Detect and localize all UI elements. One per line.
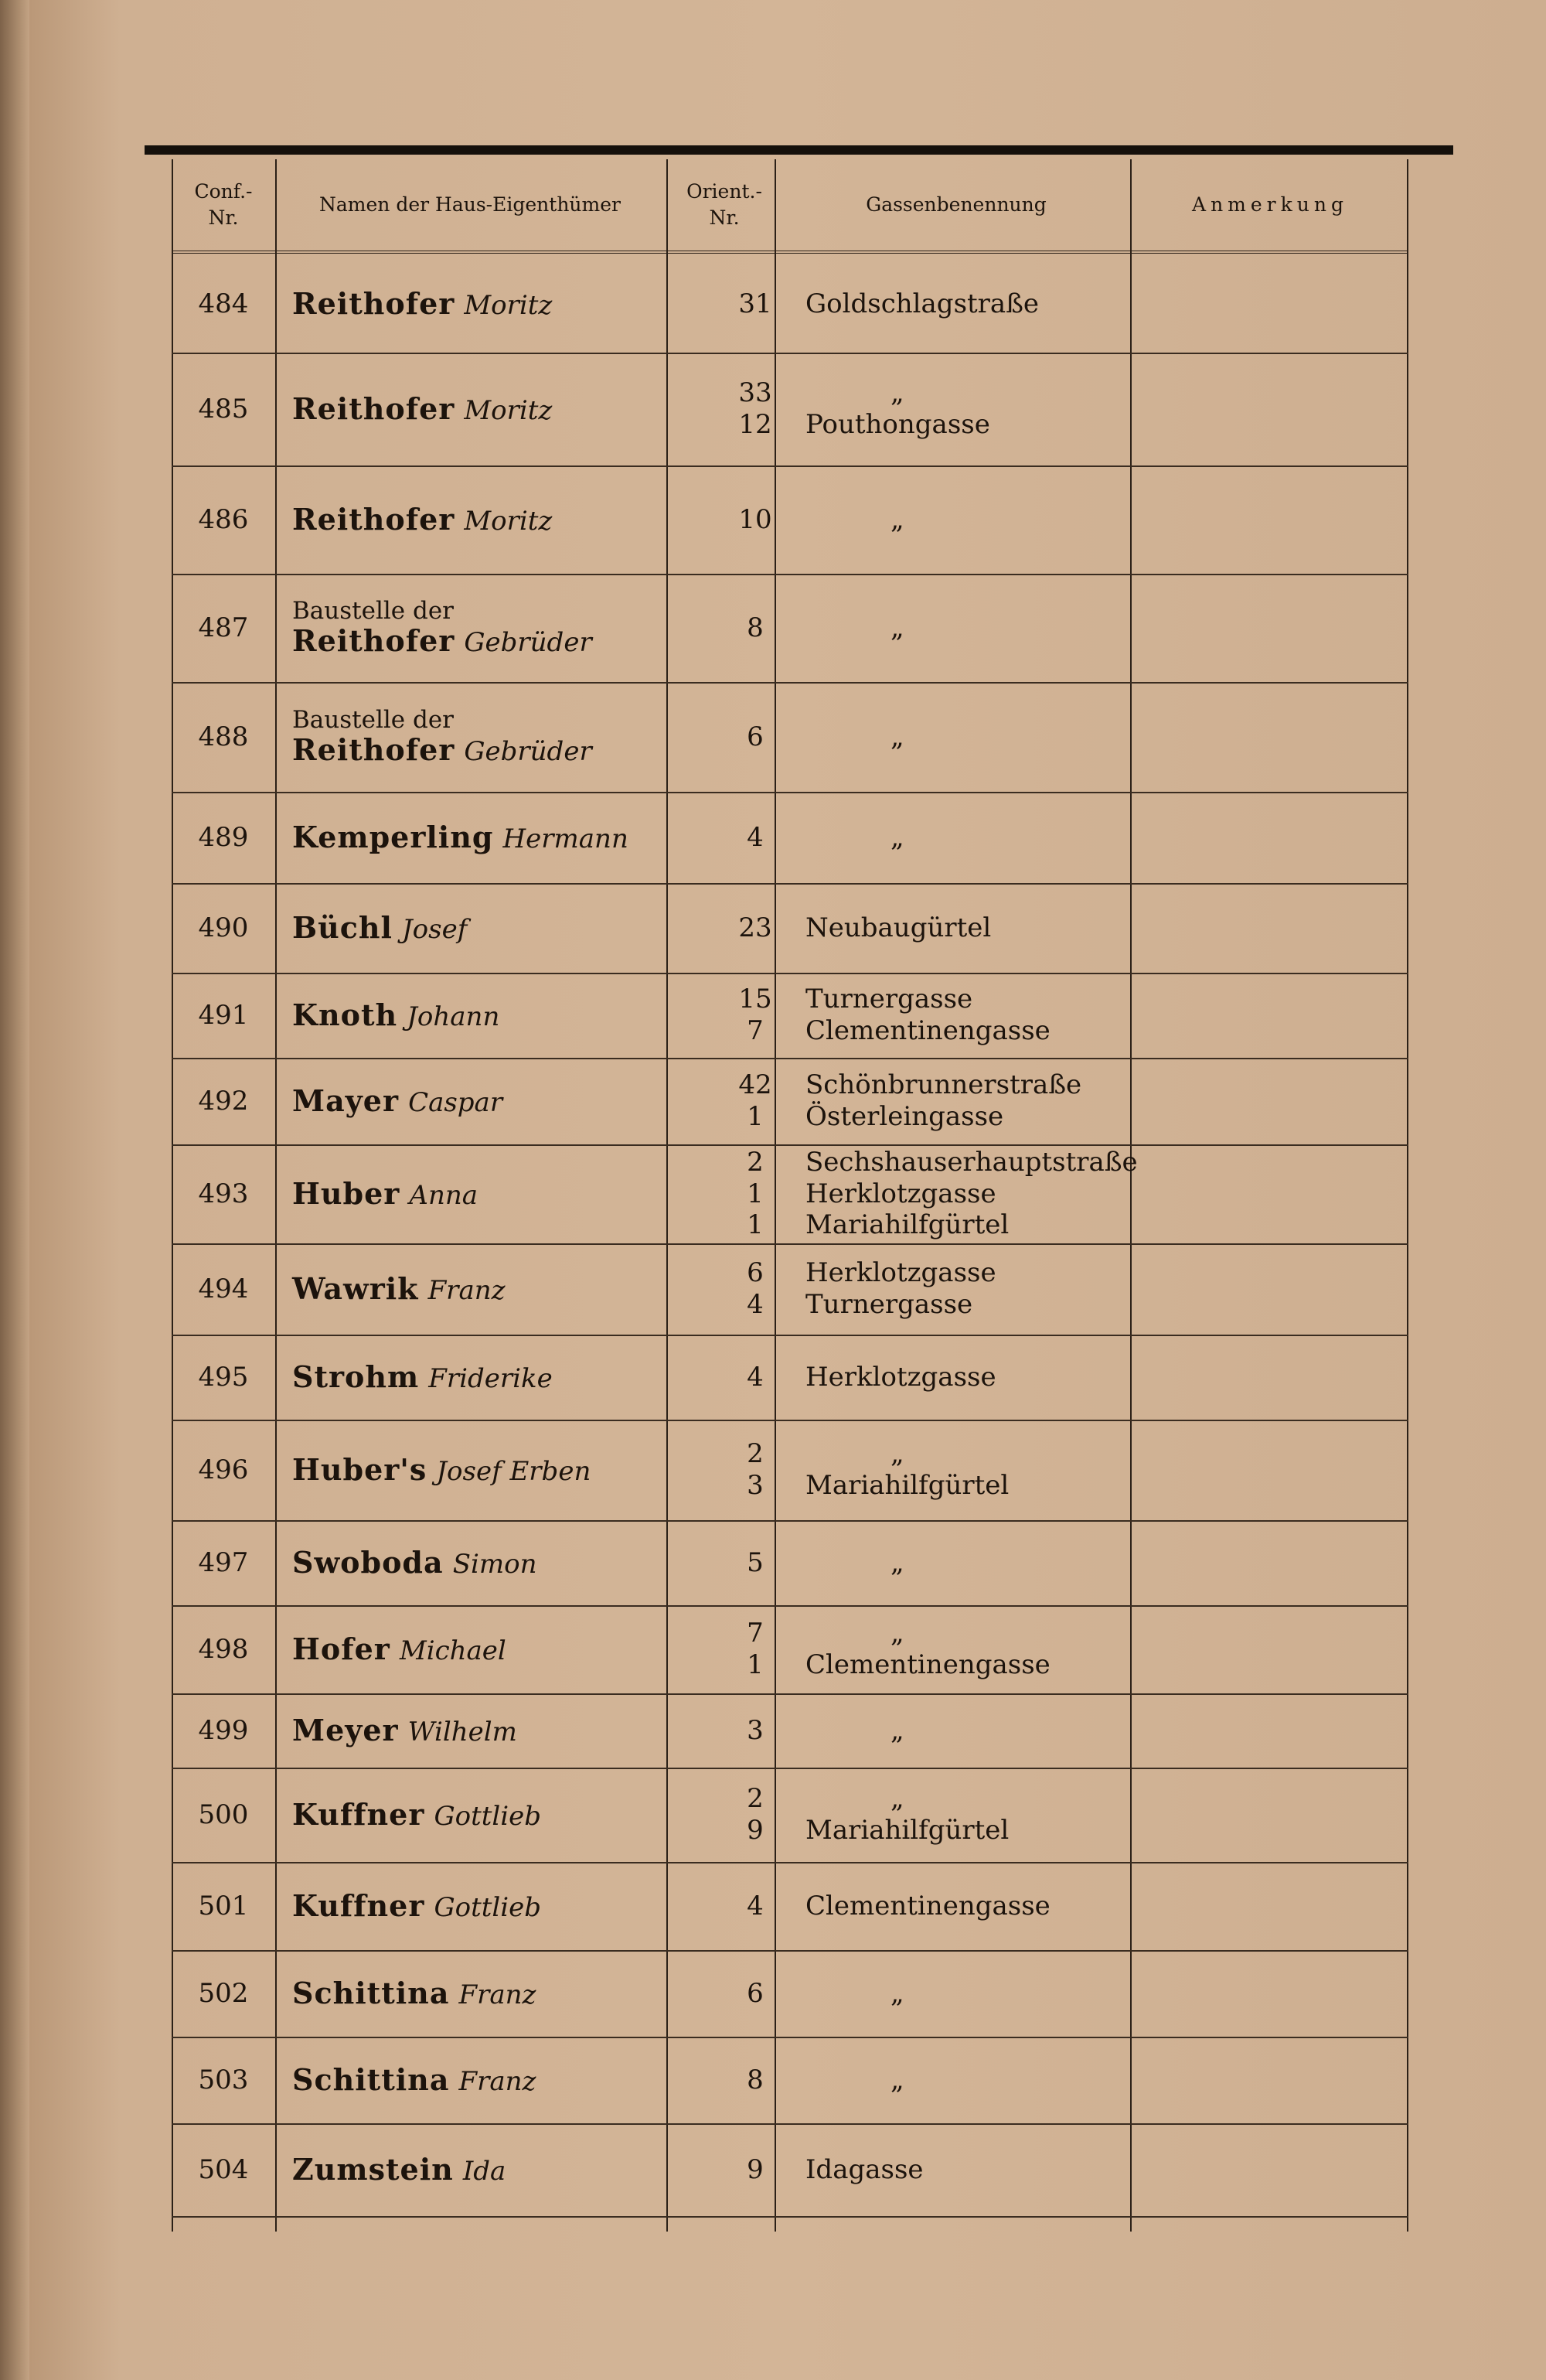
owner-given-name: Anna — [409, 1179, 478, 1211]
owner-given-name: Gottlieb — [434, 1891, 542, 1923]
owner-surname: Hofer — [292, 1631, 390, 1666]
owner-given-name: Moritz — [464, 394, 553, 426]
remark-cell — [1130, 1335, 1408, 1420]
owner-surname: Mayer — [292, 1083, 399, 1118]
orient-number: 5 — [747, 1546, 764, 1578]
header-owner-names: Namen der Haus-Eigenthümer — [319, 193, 621, 217]
owner-given-name: Gebrüder — [464, 736, 592, 768]
orient-number: 33 — [738, 377, 772, 409]
street-name — [790, 1420, 1146, 1520]
cons-nr: 504 — [198, 2154, 249, 2185]
orient-number: 3 — [747, 1470, 764, 1501]
ditto-mark: „ — [890, 1438, 904, 1470]
owner-surname: Huber's — [292, 1451, 427, 1487]
orient-number: 8 — [747, 612, 764, 643]
street-line: Turnergasse — [805, 984, 973, 1015]
table-row — [172, 255, 1408, 354]
street-name — [790, 1520, 1146, 1605]
orient-number: 1 — [747, 1649, 764, 1680]
orient-number: 31 — [738, 288, 772, 319]
orient-number: 1 — [747, 1209, 764, 1241]
orient-number: 23 — [738, 912, 772, 943]
owner-surname: Büchl — [292, 909, 393, 945]
cons-nr: 503 — [198, 2065, 249, 2095]
street-line: Sechshauserhauptstraße — [805, 1146, 1138, 1178]
street-line: Herklotzgasse — [805, 1257, 996, 1289]
table-row — [172, 883, 1408, 974]
orient-number: 4 — [747, 821, 764, 853]
owner-given-name: Josef — [402, 913, 468, 945]
street-line: Turnergasse — [805, 1289, 973, 1320]
owner-surname: Strohm — [292, 1359, 420, 1394]
table-header — [172, 159, 1408, 254]
owner-given-name: Hermann — [502, 823, 628, 854]
street-name — [790, 574, 1146, 682]
cons-nr: 497 — [198, 1547, 249, 1578]
ditto-mark: „ — [890, 612, 904, 643]
remark-cell — [1130, 1693, 1408, 1768]
orient-number: 9 — [747, 2153, 764, 2185]
street-line: Schönbrunnerstraße — [805, 1069, 1082, 1101]
ditto-mark: „ — [890, 1977, 904, 2009]
owner-given-name: Gottlieb — [434, 1800, 542, 1832]
street-line: Goldschlagstraße — [805, 288, 1040, 319]
ditto-mark: „ — [890, 1783, 904, 1815]
table-row — [172, 574, 1408, 684]
orient-number: 42 — [738, 1069, 772, 1101]
remark-cell — [1130, 1058, 1408, 1144]
orient-number: 10 — [738, 503, 772, 535]
orient-number: 3 — [747, 1714, 764, 1746]
remark-cell — [1130, 883, 1408, 973]
table-row — [172, 1693, 1408, 1769]
header-cons-nr: Conf.- Nr. — [194, 180, 253, 229]
header-street-name: Gassenbenennung — [866, 193, 1047, 217]
owner-given-name: Franz — [458, 1979, 536, 2010]
cons-nr: 491 — [198, 1000, 249, 1031]
header-orient-nr: Orient.- Nr. — [686, 180, 762, 229]
owner-given-name: Wilhelm — [407, 1716, 517, 1747]
remark-cell — [1130, 1862, 1408, 1950]
street-name — [790, 883, 1146, 973]
orient-number: 4 — [747, 1890, 764, 1921]
owner-given-name: Ida — [462, 2155, 506, 2187]
orient-number: 2 — [747, 1146, 764, 1178]
orient-number: 8 — [747, 2064, 764, 2095]
orient-number: 1 — [747, 1101, 764, 1132]
cons-nr: 493 — [198, 1178, 249, 1209]
top-rule — [145, 145, 1453, 155]
owner-given-name: Michael — [399, 1635, 506, 1666]
table-row — [172, 1768, 1408, 1863]
street-name — [790, 2037, 1146, 2123]
street-name — [790, 255, 1146, 353]
remark-cell — [1130, 682, 1408, 792]
orient-number: 7 — [747, 1618, 764, 1649]
orient-number: 12 — [738, 409, 772, 440]
remark-cell — [1130, 973, 1408, 1058]
owner-surname: Zumstein — [292, 2151, 454, 2187]
street-name — [790, 465, 1146, 574]
owner-given-name: Simon — [452, 1548, 537, 1580]
street-name — [790, 1950, 1146, 2037]
street-name — [790, 973, 1146, 1058]
cons-nr: 500 — [198, 1799, 249, 1830]
cons-nr: 489 — [198, 822, 249, 853]
orient-number: 6 — [747, 1977, 764, 2009]
table-row — [172, 1420, 1408, 1522]
remark-cell — [1130, 2037, 1408, 2123]
orient-number: 15 — [738, 984, 772, 1015]
table-row — [172, 1058, 1408, 1146]
street-line: Clementinengasse — [805, 1649, 1051, 1680]
owner-surname: Reithofer — [292, 501, 455, 537]
street-name — [790, 1862, 1146, 1950]
table-row — [172, 465, 1408, 575]
ditto-mark: „ — [890, 2064, 904, 2095]
owner-surname: Swoboda — [292, 1544, 444, 1580]
table-row — [172, 2037, 1408, 2125]
cons-nr: 499 — [198, 1715, 249, 1746]
cons-nr: 484 — [198, 288, 249, 319]
remark-cell — [1130, 792, 1408, 883]
ditto-mark: „ — [890, 503, 904, 535]
owner-given-name: Moritz — [464, 289, 553, 321]
remark-cell — [1130, 1144, 1408, 1243]
remark-cell — [1130, 574, 1408, 682]
remark-cell — [1130, 1520, 1408, 1605]
table-row — [172, 1862, 1408, 1952]
street-line: Neubaugürtel — [805, 912, 992, 943]
remark-cell — [1130, 255, 1408, 353]
cons-nr: 494 — [198, 1274, 249, 1304]
ditto-mark: „ — [890, 1714, 904, 1746]
street-line: Mariahilfgürtel — [805, 1209, 1010, 1241]
owner-given-name: Franz — [427, 1274, 506, 1306]
table-row — [172, 682, 1408, 793]
owner-given-name: Friderike — [428, 1362, 553, 1394]
owner-surname: Kuffner — [292, 1796, 425, 1832]
street-name — [790, 1335, 1146, 1420]
table-row — [172, 1335, 1408, 1421]
cons-nr: 502 — [198, 1978, 249, 2009]
owner-surname: Reithofer — [292, 390, 455, 426]
owner-prefix: Baustelle der — [292, 597, 454, 626]
cons-nr: 501 — [198, 1891, 249, 1921]
table-row — [172, 1605, 1408, 1695]
remark-cell — [1130, 1950, 1408, 2037]
street-line: Herklotzgasse — [805, 1178, 996, 1209]
table-row — [172, 1950, 1408, 2038]
table-row — [172, 1243, 1408, 1336]
table-row — [172, 973, 1408, 1059]
street-name — [790, 1605, 1146, 1693]
street-name — [790, 2123, 1146, 2216]
street-name — [790, 353, 1146, 465]
owner-prefix: Baustelle der — [292, 706, 454, 735]
cons-nr: 498 — [198, 1634, 249, 1665]
cons-nr: 490 — [198, 912, 249, 943]
remark-cell — [1130, 465, 1408, 574]
remark-cell — [1130, 1420, 1408, 1520]
cons-nr: 487 — [198, 612, 249, 643]
owner-given-name: Franz — [458, 2065, 536, 2097]
ditto-mark: „ — [890, 821, 904, 853]
street-line: Idagasse — [805, 2153, 924, 2185]
street-line: Clementinengasse — [805, 1890, 1051, 1921]
street-name — [790, 1144, 1146, 1243]
cons-nr: 485 — [198, 394, 249, 425]
orient-number: 4 — [747, 1289, 764, 1320]
header-remark: Anmerkung — [1192, 193, 1348, 217]
street-name — [790, 1693, 1146, 1768]
street-name — [790, 792, 1146, 883]
remark-cell — [1130, 1605, 1408, 1693]
owner-surname: Reithofer — [292, 623, 455, 659]
owner-given-name: Caspar — [408, 1086, 503, 1118]
owner-surname: Kuffner — [292, 1887, 425, 1923]
orient-number: 6 — [747, 1257, 764, 1289]
street-name — [790, 1768, 1146, 1862]
remark-cell — [1130, 2123, 1408, 2216]
ditto-mark: „ — [890, 1618, 904, 1649]
owner-given-name: Josef Erben — [436, 1455, 591, 1487]
table-row — [172, 1520, 1408, 1607]
orient-number: 9 — [747, 1815, 764, 1846]
owner-given-name: Gebrüder — [464, 627, 592, 659]
table-row — [172, 792, 1408, 885]
cons-nr: 486 — [198, 504, 249, 535]
street-line: Pouthongasse — [805, 409, 990, 440]
owner-surname: Schittina — [292, 2061, 450, 2097]
orient-number: 2 — [747, 1438, 764, 1470]
street-line: Österleingasse — [805, 1101, 1004, 1132]
ditto-mark: „ — [890, 377, 904, 409]
owner-surname: Reithofer — [292, 732, 455, 768]
owner-given-name: Moritz — [464, 505, 553, 537]
orient-number: 2 — [747, 1783, 764, 1815]
book-binding — [0, 0, 29, 2380]
orient-number: 6 — [747, 721, 764, 752]
owner-surname: Meyer — [292, 1712, 399, 1747]
owner-given-name: Johann — [407, 1001, 500, 1032]
owner-surname: Wawrik — [292, 1270, 419, 1306]
street-name — [790, 1058, 1146, 1144]
owner-surname: Knoth — [292, 997, 398, 1032]
street-line: Herklotzgasse — [805, 1361, 996, 1393]
ditto-mark: „ — [890, 1546, 904, 1578]
owner-surname: Schittina — [292, 1975, 450, 2010]
orient-number: 4 — [747, 1361, 764, 1393]
owner-surname: Kemperling — [292, 819, 494, 854]
table-row — [172, 2123, 1408, 2218]
owner-surname: Reithofer — [292, 285, 455, 321]
cons-nr: 495 — [198, 1362, 249, 1393]
street-name — [790, 1243, 1146, 1335]
street-name — [790, 682, 1146, 792]
orient-number: 1 — [747, 1178, 764, 1209]
owner-surname: Huber — [292, 1175, 400, 1211]
cons-nr: 488 — [198, 721, 249, 752]
table-row — [172, 353, 1408, 467]
orient-number: 7 — [747, 1015, 764, 1046]
cons-nr: 492 — [198, 1086, 249, 1117]
street-line: Mariahilfgürtel — [805, 1815, 1010, 1846]
ditto-mark: „ — [890, 721, 904, 752]
cons-nr: 496 — [198, 1454, 249, 1485]
remark-cell — [1130, 1243, 1408, 1335]
remark-cell — [1130, 353, 1408, 465]
street-line: Mariahilfgürtel — [805, 1470, 1010, 1501]
table-row — [172, 1144, 1408, 1245]
street-line: Clementinengasse — [805, 1015, 1051, 1046]
register-table — [172, 159, 1408, 2232]
remark-cell — [1130, 1768, 1408, 1862]
